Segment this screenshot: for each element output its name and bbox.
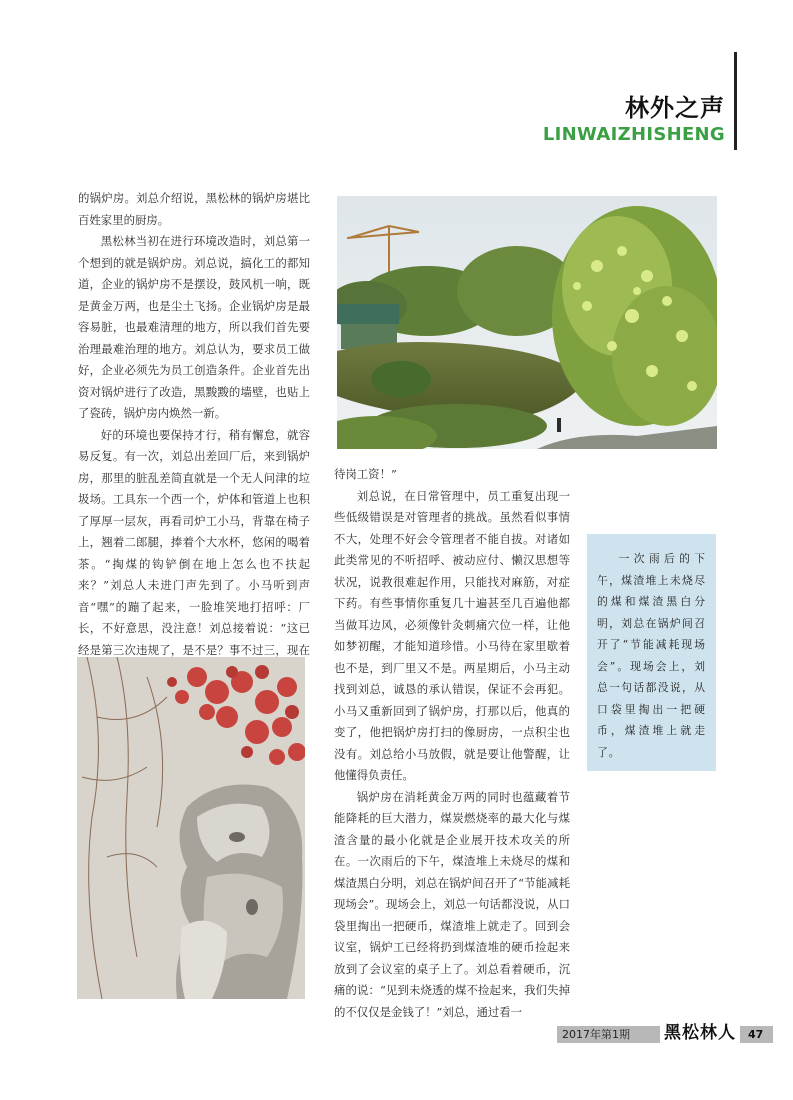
article-column-middle: [334, 464, 570, 1023]
rock-vine-photo: [77, 657, 305, 999]
article-column-left: [78, 188, 310, 683]
paragraph: 的锅炉房。刘总介绍说，黑松林的锅炉房堪比百姓家里的厨房。: [78, 191, 310, 227]
garden-pond-photo: [337, 196, 717, 449]
magazine-logo: 黑松林人: [660, 1020, 740, 1046]
section-title-pinyin: LINWAIZHISHENG: [542, 124, 725, 145]
paragraph: 锅炉房在消耗黄金万两的同时也蕴藏着节能降耗的巨大潜力，煤炭燃烧率的最大化与煤渣含量的最小化就是企业展开技术攻关的所在。一次雨后的下午，煤渣堆上未烧尽的煤和煤渣黑白分明，刘总在锅炉间召开了“节能减耗现场会”。现场会上，刘总一句话都没说，从口袋里掏出一把硬币，煤渣堆上就走了。回到会议室，锅炉工已经将扔到煤渣堆的硬币捡起来放到了会议室的桌子上了。刘总看着硬币，沉痛的说：“见到未烧透的煤不捡起来，我们失掉的不仅仅是金钱了！”刘总，通过看一: [334, 789, 570, 1019]
header-divider: [734, 52, 737, 150]
issue-label: 2017年第1期: [562, 1028, 630, 1041]
paragraph: 黑松林当初在进行环境改造时，刘总第一个想到的就是锅炉房。刘总说，搞化工的都知道，企业的锅炉房不是摆设，鼓风机一响，既是黄金万两，也是尘土飞扬。企业锅炉房是最容易脏，也最难清理的地方，所以我们首先要治理最难治理的地方。刘总认为，要求员工做好，企业必须先为员工创造条件。企业首先出资对锅炉进行了改造，黑黢黢的墙壁，也贴上了瓷砖，锅炉房内焕然一新。: [78, 234, 310, 420]
paragraph: 刘总说，在日常管理中，员工重复出现一些低级错误是对管理者的挑战。虽然看似事情不大，处理不好会令管理者不能自拔。对诸如此类常见的不听招呼、被动应付、懒汉思想等状况，说教很难起作用，只能找对麻筋，对症下药。有些事情你重复几十遍甚至几百遍他都当做耳边风，必须像针灸刺痛穴位一样，让他如梦初醒，才能知道珍惜。小马待在家里歇着也不是，到厂里又不是。两星期后，小马主动找到刘总，诚恳的承认错误，保证不会再犯。小马又重新回到了锅炉房，打那以后，他真的变了，他把锅炉房打扫的像厨房，一点积尘也没有。刘总给小马放假，就是要让他警醒，让他懂得负责任。: [334, 488, 570, 782]
pull-quote: [587, 534, 716, 771]
paragraph: 待岗工资！”: [334, 467, 397, 481]
paragraph: 好的环境也要保持才行，稍有懈怠，就容易反复。有一次，刘总出差回厂后，来到锅炉房，那里的脏乱差简直就是一个无人问津的垃圾场。工具东一个西一个，炉体和管道上也积了厚厚一层灰，再看司炉工小马，背靠在椅子上，翘着二郎腿，捧着个大水杯，悠闲的喝着茶。“掏煤的钩铲倒在地上怎么也不扶起来？”刘总人未进门声先到了。小马听到声音“嘿”的蹦了起来，一脸堆笑地打招呼：厂长，不好意思，没注意！刘总接着说：“这已经是第三次违规了，是不是？事不过三，现在: [78, 427, 310, 657]
section-title: 林外之声: [625, 94, 725, 122]
pull-quote-text: 一次雨后的下午，煤渣堆上未烧尽的煤和煤渣黑白分明，刘总在锅炉间召开了“节能减耗现场会”。现场会上，刘总一句话都没说，从口袋里掏出一把硬币，煤渣堆上就走了。: [597, 552, 706, 759]
page-number: 47: [748, 1028, 764, 1041]
